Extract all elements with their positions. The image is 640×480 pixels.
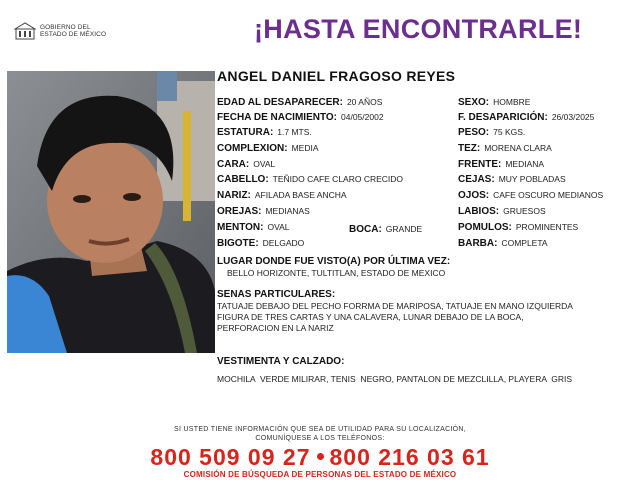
field-nose-value: AFILADA BASE ANCHA xyxy=(254,190,347,200)
logo-text xyxy=(40,24,106,39)
field-beard-value: COMPLETA xyxy=(501,238,548,248)
field-chin-value: OVAL xyxy=(267,222,290,232)
field-mustache xyxy=(217,237,304,250)
field-hair xyxy=(217,173,403,186)
field-eyes xyxy=(458,189,603,202)
field-height xyxy=(217,126,312,139)
field-ears-value: MEDIANAS xyxy=(265,206,310,216)
field-eyebrows-label: CEJAS: xyxy=(458,174,495,185)
field-sex-value: HOMBRE xyxy=(493,97,531,107)
field-face xyxy=(217,158,275,171)
field-disappearance-date-label: F. DESAPARICIÓN: xyxy=(458,112,548,123)
phone-number-2[interactable]: 800 216 03 61 xyxy=(329,444,490,470)
field-sex xyxy=(458,96,530,109)
field-disappearance-date-value: 26/03/2025 xyxy=(551,112,595,122)
state-government-logo xyxy=(14,22,106,40)
field-cheekbones-value: PROMINENTES xyxy=(515,222,579,232)
field-age xyxy=(217,96,382,109)
field-eyes-value: CAFE OSCURO MEDIANOS xyxy=(493,190,604,200)
field-face-label: CARA: xyxy=(217,159,250,170)
field-age-label: EDAD AL DESAPARECER: xyxy=(217,97,343,108)
field-ears xyxy=(217,205,310,218)
marks-line-1: TATUAJE DEBAJO DEL PECHO FORRMA DE MARIPOSA, TATUAJE EN MANO IZQUIERDA xyxy=(217,301,573,311)
field-forehead-label: FRENTE: xyxy=(458,159,502,170)
marks-line-3: PERFORACION EN LA NARIZ xyxy=(217,323,334,333)
field-eyes-label: OJOS: xyxy=(458,190,490,201)
person-photo-illustration xyxy=(7,71,215,353)
field-lips-label: LABIOS: xyxy=(458,206,500,217)
field-ears-label: OREJAS: xyxy=(217,206,262,217)
field-hair-value: TEÑIDO CAFE CLARO CRECIDO xyxy=(272,174,404,184)
field-mouth-label: BOCA: xyxy=(349,224,382,235)
field-complexion-value: MORENA CLARA xyxy=(484,143,552,153)
field-weight-label: PESO: xyxy=(458,127,490,138)
marks-line-2: FIGURA DE TRES CARTAS Y UNA CALAVERA, LUNAR DEBAJO DE LA BOCA, xyxy=(217,312,524,322)
field-disappearance-date xyxy=(458,111,594,124)
field-birth-date-label: FECHA DE NACIMIENTO: xyxy=(217,112,337,123)
field-chin xyxy=(217,221,290,234)
field-sex-label: SEXO: xyxy=(458,97,490,108)
field-weight-value: 75 KGS. xyxy=(493,127,526,137)
field-mustache-value: DELGADO xyxy=(262,238,305,248)
field-hair-label: CABELLO: xyxy=(217,174,269,185)
phone-numbers xyxy=(0,444,640,471)
logo-line-2: ESTADO DE MÉXICO xyxy=(40,31,107,38)
person-photo xyxy=(7,71,215,353)
field-mouth xyxy=(349,223,422,236)
field-cheekbones xyxy=(458,221,578,234)
state-seal-icon xyxy=(14,22,36,40)
footer-note-line-2: COMUNÍQUESE A LOS TELÉFONOS: xyxy=(255,435,385,442)
field-height-label: ESTATURA: xyxy=(217,127,274,138)
field-weight xyxy=(458,126,525,139)
headline: ¡HASTA ENCONTRARLE! xyxy=(254,14,583,44)
separator-dot-icon xyxy=(317,453,324,460)
field-nose-label: NARIZ: xyxy=(217,190,251,201)
field-height-value: 1.7 MTS. xyxy=(277,127,312,137)
field-chin-label: MENTON: xyxy=(217,222,264,233)
last-seen-label: LUGAR DONDE FUE VISTO(A) POR ÚLTIMA VEZ: xyxy=(217,256,451,267)
field-birth-date xyxy=(217,111,384,124)
field-build-label: COMPLEXION: xyxy=(217,143,288,154)
field-age-value: 20 AÑOS xyxy=(346,97,383,107)
field-birth-date-value: 04/05/2002 xyxy=(341,112,384,122)
field-complexion xyxy=(458,142,552,155)
field-nose xyxy=(217,189,347,202)
field-build-value: MEDIA xyxy=(291,143,319,153)
field-face-value: OVAL xyxy=(253,159,276,169)
field-beard xyxy=(458,237,548,250)
field-eyebrows-value: MUY POBLADAS xyxy=(498,174,566,184)
field-build xyxy=(217,142,318,155)
field-beard-label: BARBA: xyxy=(458,238,498,249)
field-mustache-label: BIGOTE: xyxy=(217,238,259,249)
clothing-value: MOCHILA VERDE MILIRAR, TENIS NEGRO, PANTALON DE MEZCLILLA, PLAYERA GRIS xyxy=(217,374,573,384)
phone-number-1[interactable]: 800 509 09 27 xyxy=(150,444,311,470)
marks-label: SENAS PARTICULARES: xyxy=(217,289,336,300)
field-complexion-label: TEZ: xyxy=(458,143,481,154)
field-lips xyxy=(458,205,546,218)
field-mouth-value: GRANDE xyxy=(385,224,423,234)
commission-name: COMISIÓN DE BÚSQUEDA DE PERSONAS DEL ESTADO DE MÉXICO xyxy=(183,470,457,479)
field-forehead-value: MEDIANA xyxy=(505,159,545,169)
logo-line-1: GOBIERNO DEL xyxy=(40,23,91,31)
field-forehead xyxy=(458,158,544,171)
field-lips-value: GRUESOS xyxy=(503,206,546,216)
person-name: ANGEL DANIEL FRAGOSO REYES xyxy=(217,68,456,84)
last-seen-value: BELLO HORIZONTE, TULTITLAN, ESTADO DE MEXICO xyxy=(227,268,446,278)
field-eyebrows xyxy=(458,173,566,186)
clothing-label: VESTIMENTA Y CALZADO: xyxy=(217,356,345,367)
field-cheekbones-label: POMULOS: xyxy=(458,222,512,233)
footer-note-line-1: SI USTED TIENE INFORMACIÓN QUE SEA DE UTILIDAD PARA SU LOCALIZACIÓN, xyxy=(173,426,467,433)
